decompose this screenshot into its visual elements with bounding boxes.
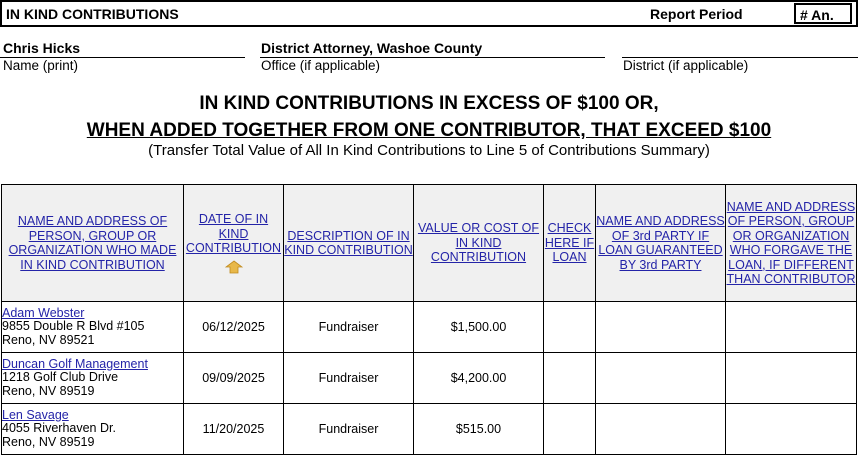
column-header-forgave-link[interactable]: NAME AND ADDRESS OF PERSON, GROUP OR ORGANIZATION WHO FORGAVE THE LOAN, IF DIFFERENT THAN CONTRIBUTOR: [726, 199, 856, 286]
date-cell: 11/20/2025: [184, 404, 284, 455]
filer-name: Chris Hicks: [3, 40, 81, 56]
column-header-loan-link[interactable]: CHECK HERE IF LOAN: [544, 221, 595, 265]
section-heading-line2: WHEN ADDED TOGETHER FROM ONE CONTRIBUTOR, THAT EXCEED $100: [86, 120, 772, 141]
value-cell: $4,200.00: [414, 353, 544, 404]
column-header-description[interactable]: [284, 185, 414, 302]
loan-cell: [544, 353, 596, 404]
third-party-cell: [596, 302, 726, 353]
contributor-cell: [2, 302, 184, 353]
column-header-date-link[interactable]: DATE OF IN KIND CONTRIBUTION: [185, 212, 282, 256]
column-header-value[interactable]: [414, 185, 544, 302]
third-party-cell: [596, 404, 726, 455]
column-header-forgave[interactable]: [726, 185, 857, 302]
section-heading-line1: IN KIND CONTRIBUTIONS IN EXCESS OF $100 OR,: [199, 93, 659, 114]
in-kind-contributions-table: [1, 184, 857, 455]
description-cell: Fundraiser: [284, 404, 414, 455]
contributor-cell: [2, 404, 184, 455]
contributor-address-line2: Reno, NV 89519: [2, 383, 95, 398]
column-header-third-party[interactable]: [596, 185, 726, 302]
loan-cell: [544, 404, 596, 455]
contributor-address-line1: 4055 Riverhaven Dr.: [2, 421, 116, 436]
loan-cell: [544, 302, 596, 353]
forgave-cell: [726, 302, 857, 353]
form-header-bar: [0, 0, 858, 27]
column-header-value-link[interactable]: VALUE OR COST OF IN KIND CONTRIBUTION: [417, 221, 540, 265]
date-cell: 09/09/2025: [184, 353, 284, 404]
table-row: [2, 302, 857, 353]
form-title: IN KIND CONTRIBUTIONS: [6, 6, 179, 22]
column-header-contributor[interactable]: [2, 185, 184, 302]
contributor-name-link[interactable]: Len Savage: [2, 407, 69, 422]
contributor-address-line2: Reno, NV 89521: [2, 332, 95, 347]
filer-office: District Attorney, Washoe County: [261, 40, 483, 56]
column-header-third-party-link[interactable]: NAME AND ADDRESS OF 3rd PARTY IF LOAN GUARANTEED BY 3rd PARTY: [596, 214, 725, 272]
table-header-row: [2, 185, 857, 302]
value-cell: $515.00: [414, 404, 544, 455]
contributor-address-line1: 1218 Golf Club Drive: [2, 370, 119, 385]
value-cell: $1,500.00: [414, 302, 544, 353]
contributor-address-line2: Reno, NV 89519: [2, 434, 95, 449]
description-cell: Fundraiser: [284, 302, 414, 353]
table-row: [2, 404, 857, 455]
contributor-cell: [2, 353, 184, 404]
report-period-label: Report Period: [650, 6, 743, 22]
table-row: [2, 353, 857, 404]
date-cell: 06/12/2025: [184, 302, 284, 353]
sort-ascending-icon[interactable]: [225, 260, 243, 274]
contributor-name-link[interactable]: Adam Webster: [2, 305, 85, 320]
section-instruction: (Transfer Total Value of All In Kind Contributions to Line 5 of Contributions Summary): [148, 142, 710, 159]
column-header-date[interactable]: [184, 185, 284, 302]
office-label: Office (if applicable): [261, 58, 381, 73]
column-header-description-link[interactable]: DESCRIPTION OF IN KIND CONTRIBUTION: [284, 228, 413, 257]
contributor-name-link[interactable]: Duncan Golf Management: [2, 356, 148, 371]
third-party-cell: [596, 353, 726, 404]
column-header-loan[interactable]: [544, 185, 596, 302]
forgave-cell: [726, 353, 857, 404]
amendment-number-box: # An.: [794, 3, 852, 24]
column-header-contributor-link[interactable]: NAME AND ADDRESS OF PERSON, GROUP OR ORGANIZATION WHO MADE IN KIND CONTRIBUTION: [8, 214, 177, 272]
description-cell: Fundraiser: [284, 353, 414, 404]
forgave-cell: [726, 404, 857, 455]
contributor-address-line1: 9855 Double R Blvd #105: [2, 319, 145, 334]
name-label: Name (print): [3, 58, 79, 73]
district-label: District (if applicable): [623, 58, 749, 73]
